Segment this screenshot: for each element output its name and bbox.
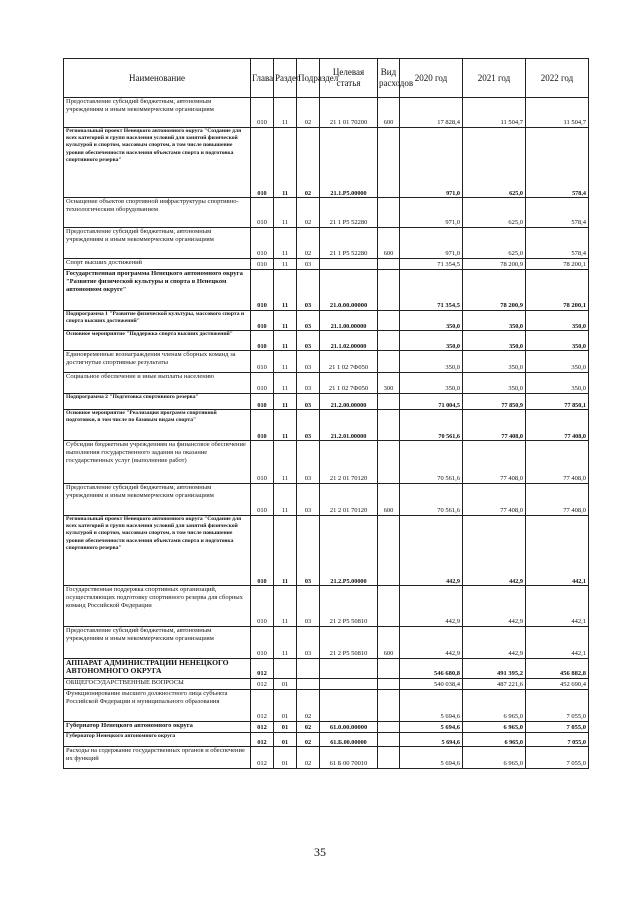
page-number: 35 [314,845,326,859]
header-name: Наименование [64,59,251,98]
row-chapter: 010 [251,270,274,311]
header-subsection: Подраздел [297,59,320,98]
row-chapter: 012 [251,722,274,733]
row-amount-2020: 350,0 [400,331,463,351]
row-subsection: 02 [297,690,320,722]
row-amount-2022: 452 690,4 [526,679,589,690]
row-amount-2020: 540 038,4 [400,679,463,690]
row-subsection [297,659,320,679]
row-target-article: 21 2 P5 50810 [320,586,378,627]
row-section: 11 [274,259,297,270]
row-section: 11 [274,441,297,484]
row-subsection: 02 [297,747,320,769]
row-chapter: 012 [251,747,274,769]
row-subsection: 03 [297,331,320,351]
row-chapter: 010 [251,128,274,198]
row-amount-2020: 70 561,6 [400,484,463,516]
row-target-article: 21.1.02.00000 [320,331,378,351]
row-amount-2021: 350,0 [463,373,526,394]
row-section: 01 [274,690,297,722]
table-row [64,484,589,516]
row-amount-2020: 17 828,4 [400,98,463,128]
row-chapter: 010 [251,516,274,586]
row-chapter: 010 [251,484,274,516]
row-section: 01 [274,679,297,690]
row-expense-type [378,351,400,373]
row-amount-2020: 442,9 [400,627,463,659]
row-chapter: 010 [251,394,274,410]
row-amount-2022: 7 055,0 [526,733,589,747]
row-amount-2020: 5 694,6 [400,733,463,747]
row-expense-type [378,586,400,627]
header-year-2020: 2020 год [400,59,463,98]
row-target-article: 21 2 P5 50810 [320,627,378,659]
table-header-row [64,59,589,98]
row-expense-type [378,311,400,331]
row-amount-2020: 971,0 [400,128,463,198]
table-row [64,733,589,747]
row-amount-2021: 491 395,2 [463,659,526,679]
row-section: 11 [274,311,297,331]
row-name: Региональный проект Ненецкого автономного округа "Создание для всех категорий и групп населения условий для занятий физической культурой и спортом, массовым спортом, в том числе повышение уровня обеспеченности населения объектами спорта и подготовка спортивного резерва" [64,128,251,198]
row-target-article: 21 1 P5 52280 [320,228,378,259]
row-chapter: 012 [251,690,274,722]
row-name: АППАРАТ АДМИНИСТРАЦИИ НЕНЕЦКОГО АВТОНОМНОГО ОКРУГА [64,659,251,679]
row-name: Единовременные вознаграждения членам сборных команд за достигнутые спортивные результаты [64,351,251,373]
row-amount-2020: 350,0 [400,311,463,331]
row-section: 11 [274,331,297,351]
row-amount-2022: 77 408,0 [526,410,589,441]
table-row [64,311,589,331]
table-row [64,410,589,441]
row-section: 11 [274,516,297,586]
row-target-article: 21.2.00.00000 [320,394,378,410]
row-amount-2021: 442,9 [463,627,526,659]
row-target-article: 21.2.P5.00000 [320,516,378,586]
row-expense-type [378,270,400,311]
row-name: Основное мероприятие "Поддержка спорта высших достижений" [64,331,251,351]
row-subsection: 02 [297,198,320,228]
table-row [64,198,589,228]
row-section: 11 [274,128,297,198]
row-chapter: 010 [251,311,274,331]
row-subsection: 03 [297,351,320,373]
table-row [64,351,589,373]
row-section [274,659,297,679]
row-target-article: 21 1 P5 52280 [320,198,378,228]
row-amount-2022: 442,1 [526,516,589,586]
row-subsection: 02 [297,733,320,747]
row-amount-2021: 6 965,0 [463,722,526,733]
row-name: Функционирование высшего должностного лица субъекта Российской Федерации и муниципального образования [64,690,251,722]
row-amount-2022: 350,0 [526,331,589,351]
row-chapter: 010 [251,373,274,394]
row-name: Предоставление субсидий бюджетным, автономным учреждениям и иным некоммерческим организациям [64,228,251,259]
row-chapter: 010 [251,351,274,373]
header-year-2022: 2022 год [526,59,589,98]
row-name: Спорт высших достижений [64,259,251,270]
row-amount-2022: 442,1 [526,627,589,659]
row-amount-2022: 350,0 [526,351,589,373]
row-amount-2020: 442,9 [400,586,463,627]
header-section: Раздел [274,59,297,98]
row-amount-2022: 77 850,1 [526,394,589,410]
row-section: 11 [274,394,297,410]
header-year-2021: 2021 год [463,59,526,98]
table-body [64,98,589,769]
budget-table [63,58,589,769]
row-amount-2020: 546 680,8 [400,659,463,679]
row-target-article: 21.0.00.00000 [320,270,378,311]
row-subsection: 02 [297,228,320,259]
row-amount-2022: 350,0 [526,373,589,394]
row-amount-2020: 70 561,6 [400,410,463,441]
row-name: Государственная поддержка спортивных организаций, осуществляющих подготовку спортивного резерва для сборных команд Российской Федерации [64,586,251,627]
table-row [64,373,589,394]
row-amount-2021: 625,0 [463,228,526,259]
row-target-article [320,679,378,690]
row-subsection: 03 [297,270,320,311]
row-name: Подпрограмма 2 "Подготовка спортивного резерва" [64,394,251,410]
row-expense-type [378,128,400,198]
row-expense-type: 600 [378,98,400,128]
row-section: 11 [274,627,297,659]
row-target-article: 21.2.01.00000 [320,410,378,441]
row-section: 11 [274,351,297,373]
row-subsection: 03 [297,441,320,484]
row-subsection: 03 [297,627,320,659]
row-amount-2022: 578,4 [526,228,589,259]
row-amount-2020: 71 004,5 [400,394,463,410]
row-amount-2021: 6 965,0 [463,747,526,769]
row-amount-2022: 442,1 [526,586,589,627]
row-expense-type [378,690,400,722]
row-amount-2022: 11 504,7 [526,98,589,128]
row-chapter: 010 [251,441,274,484]
row-expense-type [378,331,400,351]
row-expense-type [378,441,400,484]
row-amount-2022: 456 882,8 [526,659,589,679]
row-amount-2020: 5 694,6 [400,747,463,769]
row-section: 11 [274,484,297,516]
row-subsection: 02 [297,98,320,128]
row-amount-2021: 350,0 [463,311,526,331]
row-section: 11 [274,410,297,441]
row-amount-2021: 625,0 [463,128,526,198]
row-chapter: 012 [251,733,274,747]
row-amount-2022: 77 408,0 [526,484,589,516]
row-amount-2021: 350,0 [463,351,526,373]
row-amount-2020: 350,0 [400,351,463,373]
row-amount-2022: 578,4 [526,198,589,228]
row-subsection: 02 [297,128,320,198]
row-expense-type [378,679,400,690]
row-chapter: 012 [251,679,274,690]
table-row [64,679,589,690]
row-subsection: 03 [297,259,320,270]
row-amount-2021: 6 965,0 [463,733,526,747]
row-name: Расходы на содержание государственных органов и обеспечение их функций [64,747,251,769]
row-amount-2021: 442,9 [463,586,526,627]
row-amount-2020: 70 561,6 [400,441,463,484]
row-expense-type [378,198,400,228]
row-amount-2021: 350,0 [463,331,526,351]
row-amount-2022: 78 200,1 [526,259,589,270]
row-chapter: 010 [251,586,274,627]
row-chapter: 010 [251,627,274,659]
row-target-article: 21 2 01 70120 [320,441,378,484]
table-row [64,722,589,733]
row-amount-2022: 7 055,0 [526,690,589,722]
row-name: Государственная программа Ненецкого автономного округа "Развитие физической культуры и спорта в Ненецком автономном округе" [64,270,251,311]
row-name: Подпрограмма 1 "Развитие физической культуры, массового спорта и спорта высших достижений" [64,311,251,331]
row-subsection: 03 [297,373,320,394]
row-amount-2020: 442,9 [400,516,463,586]
row-amount-2021: 442,9 [463,516,526,586]
row-amount-2022: 78 200,1 [526,270,589,311]
row-subsection: 03 [297,311,320,331]
row-target-article [320,659,378,679]
row-chapter: 012 [251,659,274,679]
row-expense-type [378,516,400,586]
row-name: Предоставление субсидий бюджетным, автономным учреждениям и иным некоммерческим организациям [64,98,251,128]
row-target-article: 61.0.00.00000 [320,722,378,733]
row-amount-2020: 350,0 [400,373,463,394]
row-chapter: 010 [251,98,274,128]
row-target-article: 21 1 01 70200 [320,98,378,128]
row-section: 01 [274,722,297,733]
row-amount-2022: 350,0 [526,311,589,331]
row-target-article [320,259,378,270]
table-row [64,516,589,586]
row-name: Оснащение объектов спортивной инфраструктуры спортивно-технологическим оборудованием [64,198,251,228]
row-name: Предоставление субсидий бюджетным, автономным учреждениям и иным некоммерческим организациям [64,627,251,659]
table-row [64,747,589,769]
row-target-article: 21 2 01 70120 [320,484,378,516]
row-expense-type [378,659,400,679]
row-name: ОБЩЕГОСУДАРСТВЕННЫЕ ВОПРОСЫ [64,679,251,690]
row-amount-2022: 7 055,0 [526,722,589,733]
row-chapter: 010 [251,410,274,441]
row-amount-2020: 971,0 [400,228,463,259]
row-amount-2021: 77 850,9 [463,394,526,410]
table-row [64,659,589,679]
row-amount-2021: 77 408,0 [463,441,526,484]
row-section: 11 [274,270,297,311]
row-amount-2020: 71 354,5 [400,270,463,311]
table-row [64,627,589,659]
row-amount-2021: 11 504,7 [463,98,526,128]
row-expense-type [378,747,400,769]
row-chapter: 010 [251,198,274,228]
row-target-article: 21 1 02 7Ф050 [320,351,378,373]
row-amount-2021: 78 200,9 [463,270,526,311]
row-amount-2020: 71 354,5 [400,259,463,270]
row-section: 11 [274,228,297,259]
row-name: Основное мероприятие "Реализация программ спортивной подготовки, в том числе по базовым видам спорта" [64,410,251,441]
row-chapter: 010 [251,228,274,259]
row-subsection: 03 [297,410,320,441]
row-amount-2022: 7 055,0 [526,747,589,769]
row-name: Социальное обеспечение и иные выплаты населению [64,373,251,394]
row-name: Губернатор Ненецкого автономного округа [64,733,251,747]
table-row [64,586,589,627]
row-amount-2020: 971,0 [400,198,463,228]
row-section: 11 [274,98,297,128]
row-expense-type: 600 [378,484,400,516]
table-row [64,270,589,311]
row-expense-type [378,722,400,733]
row-target-article [320,690,378,722]
row-expense-type [378,394,400,410]
row-target-article: 61 Б 00 70010 [320,747,378,769]
row-expense-type [378,410,400,441]
row-amount-2021: 77 408,0 [463,484,526,516]
row-section: 11 [274,373,297,394]
row-expense-type: 600 [378,228,400,259]
row-target-article: 61.Б.00.00000 [320,733,378,747]
row-target-article: 21.1.00.00000 [320,311,378,331]
row-name: Региональный проект Ненецкого автономного округа "Создание для всех категорий и групп населения условий для занятий физической культурой и спортом, массовым спортом, в том числе повышение уровня обеспеченности населения объектами спорта и подготовка спортивного резерва" [64,516,251,586]
row-subsection: 03 [297,394,320,410]
row-subsection: 02 [297,722,320,733]
row-name: Губернатор Ненецкого автономного округа [64,722,251,733]
row-amount-2022: 578,4 [526,128,589,198]
row-section: 11 [274,198,297,228]
table-row [64,441,589,484]
row-section: 01 [274,733,297,747]
header-expense-type: Вид расходов [378,59,400,98]
row-target-article: 21 1 02 7Ф050 [320,373,378,394]
row-amount-2020: 5 694,6 [400,722,463,733]
table-row [64,228,589,259]
row-amount-2021: 6 965,0 [463,690,526,722]
table-row [64,128,589,198]
row-expense-type [378,733,400,747]
row-amount-2021: 78 200,9 [463,259,526,270]
row-name: Субсидии бюджетным учреждениям на финансовое обеспечение выполнения государственного задания на оказание государственных услуг (выполнение работ) [64,441,251,484]
table-row [64,331,589,351]
row-amount-2021: 625,0 [463,198,526,228]
header-target-article: Целевая статья [320,59,378,98]
row-subsection: 03 [297,484,320,516]
row-amount-2022: 77 408,0 [526,441,589,484]
row-subsection: 03 [297,586,320,627]
row-chapter: 010 [251,259,274,270]
table-row [64,394,589,410]
row-expense-type: 600 [378,627,400,659]
row-amount-2020: 5 694,6 [400,690,463,722]
table-row [64,690,589,722]
row-amount-2021: 77 408,0 [463,410,526,441]
header-chapter: Глава [251,59,274,98]
table-row [64,259,589,270]
row-expense-type: 300 [378,373,400,394]
row-target-article: 21.1.P5.00000 [320,128,378,198]
row-chapter: 010 [251,331,274,351]
row-subsection [297,679,320,690]
table-row [64,98,589,128]
row-section: 01 [274,747,297,769]
row-name: Предоставление субсидий бюджетным, автономным учреждениям и иным некоммерческим организациям [64,484,251,516]
row-subsection: 03 [297,516,320,586]
row-expense-type [378,259,400,270]
row-section: 11 [274,586,297,627]
row-amount-2021: 487 221,6 [463,679,526,690]
